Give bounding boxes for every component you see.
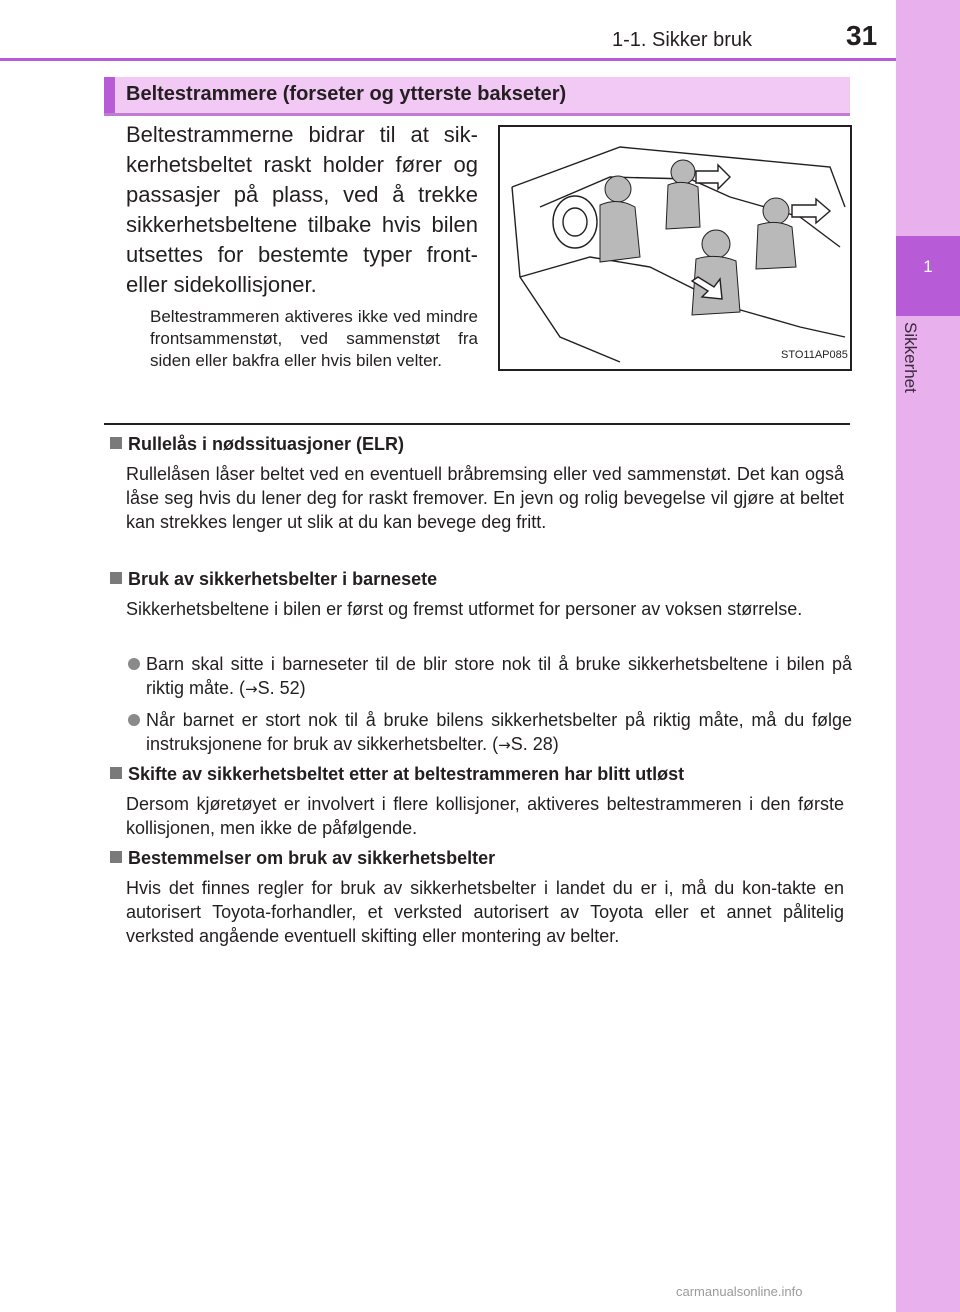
subsection-title-text: Skifte av sikkerhetsbeltet etter at beltestrammeren har blitt utløst <box>128 764 685 784</box>
section-divider <box>104 423 850 425</box>
intro-note: Beltestrammeren aktiveres ikke ved mindre frontsammenstøt, ved sammenstøt fra siden eller bakfra eller hvis bilen velter. <box>150 307 478 370</box>
bullet-body: Barn skal sitte i barneseter til de blir store nok til å bruke sikkerhetsbeltene i bilen på riktig måte. ( <box>146 654 852 698</box>
subsection-text-elr: Rullelåsen låser beltet ved en eventuell bråbremsing eller ved sammenstøt. Det kan også låse seg hvis du lener deg for raskt fremover. En jevn og rolig bevegelse vil gjøre at beltet kan strekkes lenger ut slik at du kan bevege deg fritt. <box>126 464 844 532</box>
subsection-title-child-seat <box>110 569 437 590</box>
section-title: Beltestrammere (forseter og ytterste bakseter) <box>126 83 567 105</box>
square-bullet-icon <box>110 851 122 863</box>
pretensioner-illustration <box>498 125 852 371</box>
subsection-title-regulations <box>110 848 495 869</box>
subsection-title-replace <box>110 764 684 785</box>
page-number: 31 <box>846 20 878 51</box>
subsection-text-child-seat: Sikkerhetsbeltene i bilen er først og fremst utformet for personer av voksen størrelse. <box>126 599 803 619</box>
title-accent <box>104 77 115 113</box>
chapter-tab-strip <box>896 0 960 1312</box>
bullet-text <box>128 652 852 701</box>
chapter-label-text: Sikkerhet <box>901 322 920 393</box>
subsection-text-regulations: Hvis det finnes regler for bruk av sikkerhetsbelter i landet du er i, må du kon-takte en autorisert Toyota-forhandler, et verksted autorisert av Toyota eller et annet pålitelig verksted angående eventuell skifting eller montering av belter. <box>126 878 844 946</box>
round-bullet-icon <box>128 658 140 670</box>
subsection-title-text: Bruk av sikkerhetsbelter i barnesete <box>128 569 438 589</box>
arrow-right-icon: → <box>498 736 511 754</box>
bullet-text <box>128 708 852 757</box>
subsection-title-text: Bestemmelser om bruk av sikkerhetsbelter <box>128 848 496 868</box>
intro-text: Beltestrammerne bidrar til at sik-kerhetsbeltet raskt holder fører og passasjer på plass, ved å trekke sikkerhetsbeltene tilbake hvis bilen utsettes for bestemte typer front- eller sidekollisjoner. <box>126 122 478 297</box>
page-reference-link[interactable]: S. 52) <box>257 678 306 698</box>
chapter-label <box>900 322 924 422</box>
bullet-body: Når barnet er stort nok til å bruke bilens sikkerhetsbelter på riktig måte, må du følge instruksjonene for bruk av sikkerhetsbelter. ( <box>146 710 852 754</box>
figure-code: STO11AP085 <box>781 349 848 361</box>
bullet-item <box>128 708 852 757</box>
subsection-title-text: Rullelås i nødssituasjoner (ELR) <box>128 434 405 454</box>
page-reference-link[interactable]: S. 28) <box>510 734 559 754</box>
subsection-title-elr <box>110 434 404 455</box>
bullet-item <box>128 652 852 701</box>
square-bullet-icon <box>110 437 122 449</box>
arrow-right-icon: → <box>245 680 258 698</box>
round-bullet-icon <box>128 714 140 726</box>
square-bullet-icon <box>110 572 122 584</box>
watermark-footer: carmanualsonline.info <box>676 1284 803 1299</box>
subsection-text-replace: Dersom kjøretøyet er involvert i flere kollisjoner, aktiveres beltestrammeren i den første kollisjonen, men ikke de påfølgende. <box>126 794 844 838</box>
section-title-bar <box>104 77 850 116</box>
header-section-title: 1-1. Sikker bruk <box>612 29 753 51</box>
chapter-number: 1 <box>923 257 933 276</box>
car-interior-drawing <box>500 127 850 369</box>
header-divider <box>0 58 896 61</box>
square-bullet-icon <box>110 767 122 779</box>
